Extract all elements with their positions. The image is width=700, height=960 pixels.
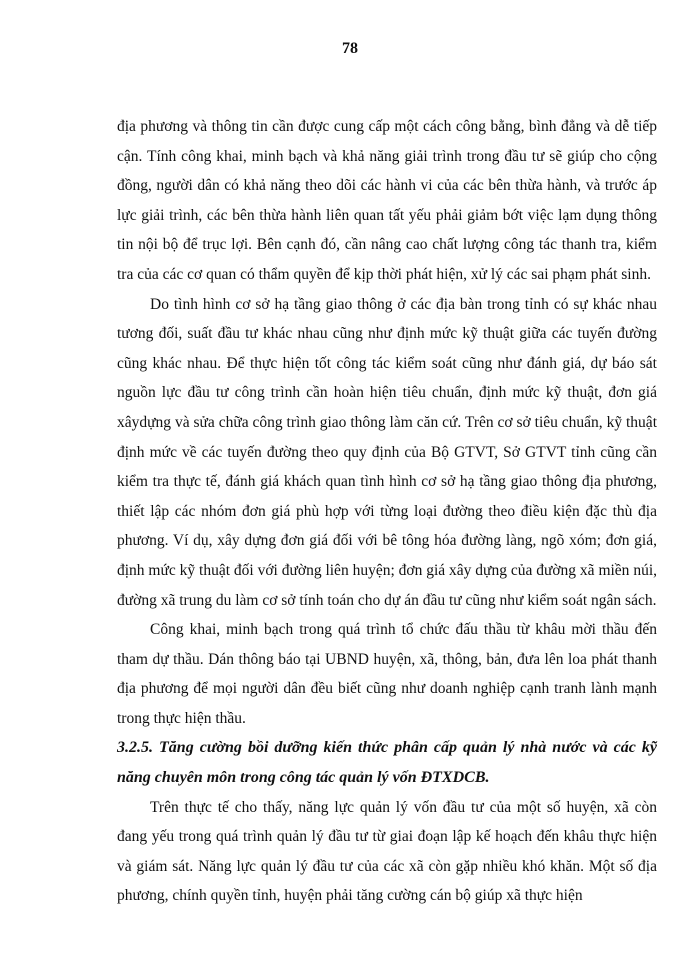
paragraph: Công khai, minh bạch trong quá trình tổ chức đấu thầu từ khâu mời thầu đến tham dự thầu. Dán thông báo tại UBND huyện, xã, thông, bản, đưa lên loa phát thanh địa phương để mọi người dân đều biết cũng như doanh nghiệp cạnh tranh lành mạnh trong thực hiện thầu. [117,621,657,727]
paragraph: Do tình hình cơ sở hạ tầng giao thông ở các địa bàn trong tỉnh có sự khác nhau tương đối, suất đầu tư khác nhau cũng như định mức kỹ thuật giữa các tuyến đường cũng khác nhau. Để thực hiện tốt công tác kiểm soát cũng như đánh giá, dự báo sát nguồn lực đầu tư công trình cần hoàn hiện tiêu chuẩn, định mức kỹ thuật, đơn giá xâydựng và sửa chữa công trình giao thông làm căn cứ. Trên cơ sở tiêu chuẩn, kỹ thuật định mức về các tuyến đường theo quy định của Bộ GTVT, Sở GTVT tỉnh cũng cần kiểm tra thực tế, đánh giá khách quan tình hình cơ sở hạ tầng giao thông địa phương, thiết lập các nhóm đơn giá phù hợp với từng loại đường theo điều kiện đặc thù địa phương. Ví dụ, xây dựng đơn giá đối với bê tông hóa đường làng, ngõ xóm; đơn giá, định mức kỹ thuật đối với đường liên huyện; đơn giá xây dựng của đường xã miền núi, đường xã trung du làm cơ sở tính toán cho dự án đầu tư cũng như kiểm soát ngân sách. [117,295,657,609]
page-number: 78 [342,40,358,57]
section-heading: 3.2.5. Tăng cường bồi dưỡng kiến thức phân cấp quản lý nhà nước và các kỹ năng chuyên môn trong công tác quản lý vốn ĐTXDCB. [117,739,657,787]
paragraph: Trên thực tế cho thấy, năng lực quản lý vốn đầu tư của một số huyện, xã còn đang yếu trong quá trình quản lý đầu tư từ giai đoạn lập kế hoạch đến khâu thực hiện và giám sát. Năng lực quản lý đầu tư của các xã còn gặp nhiều khó khăn. Một số địa phương, chính quyền tỉnh, huyện phải tăng cường cán bộ giúp xã thực hiện [117,798,657,905]
document-body [117,112,657,911]
paragraph-continued: địa phương và thông tin cần được cung cấp một cách công bằng, bình đẳng và dễ tiếp cận. Tính công khai, minh bạch và khả năng giải trình trong đầu tư sẽ giúp cho cộng đồng, người dân có khả năng theo dõi các hành vi của các bên thừa hành, và trước áp lực giải trình, các bên thừa hành liên quan tất yếu phải giảm bớt việc lạm dụng thông tin nội bộ để trục lợi. Bên cạnh đó, cần nâng cao chất lượng công tác thanh tra, kiểm tra của các cơ quan có thẩm quyền để kịp thời phát hiện, xử lý các sai phạm phát sinh. [117,118,657,283]
